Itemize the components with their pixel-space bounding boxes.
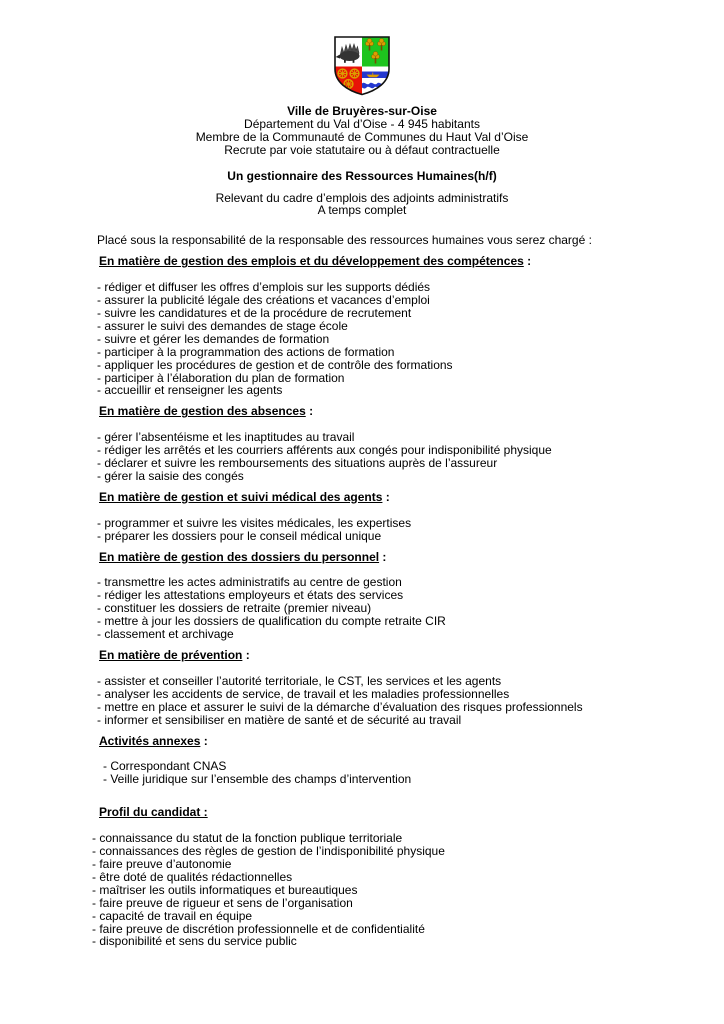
list-item: - suivre les candidatures et de la procédure de recrutement	[97, 305, 412, 320]
section-heading-label: En matière de gestion des emplois et du développement des compétences	[99, 254, 524, 269]
list-item: - participer à l’élaboration du plan de formation	[97, 370, 345, 385]
list-item: - faire preuve de discrétion professionnelle et de confidentialité	[92, 921, 425, 936]
section-profil-candidat	[92, 805, 684, 949]
list-item: - rédiger les attestations employeurs et états des services	[97, 588, 404, 603]
section-heading-label: En matière de gestion des dossiers du personnel	[99, 549, 380, 564]
intro-paragraph: Placé sous la responsabilité de la responsable des ressources humaines vous serez chargé :	[97, 233, 592, 248]
section-activites-annexes	[97, 735, 684, 787]
list-item: - rédiger les arrêtés et les courriers afférents aux congés pour indisponibilité physique	[97, 443, 552, 458]
coat-of-arms-icon	[330, 35, 394, 97]
section-heading-colon: :	[379, 549, 387, 564]
task-list	[92, 832, 684, 948]
list-item: - assurer le suivi des demandes de stage école	[97, 318, 348, 333]
list-item: - déclarer et suivre les remboursements des situations auprès de l’assureur	[97, 456, 498, 471]
list-item: - disponibilité et sens du service public	[92, 934, 297, 949]
section-dossiers-personnel	[97, 551, 684, 641]
list-item: - constituer les dossiers de retraite (premier niveau)	[97, 601, 372, 616]
section-heading	[99, 649, 684, 662]
section-heading-colon: :	[382, 489, 390, 504]
list-item: - gérer la saisie des congés	[97, 468, 244, 483]
section-heading-label: En matière de gestion des absences	[99, 404, 306, 419]
list-item: - informer et sensibiliser en matière de santé et de sécurité au travail	[97, 712, 462, 727]
list-item: - transmettre les actes administratifs au centre de gestion	[97, 575, 402, 590]
section-suivi-medical	[97, 491, 684, 543]
section-heading-colon: :	[305, 404, 314, 419]
job-grade-line: Relevant du cadre d’emplois des adjoints administratifs	[215, 190, 509, 205]
list-item: - être doté de qualités rédactionnelles	[92, 869, 293, 884]
task-list	[97, 281, 684, 397]
document-body	[0, 234, 724, 948]
task-list	[97, 576, 684, 641]
list-item: - préparer les dossiers pour le conseil médical unique	[97, 528, 382, 543]
list-item: - mettre en place et assurer le suivi de la démarche d’évaluation des risques professionnels	[97, 699, 583, 714]
list-item: - gérer l’absentéisme et les inaptitudes au travail	[97, 430, 355, 445]
task-list	[97, 675, 684, 727]
task-list	[97, 517, 684, 543]
section-heading-colon: :	[200, 733, 208, 748]
list-item: - analyser les accidents de service, de travail et les maladies professionnelles	[97, 686, 510, 701]
job-title: Un gestionnaire des Ressources Humaines(h/f)	[227, 168, 497, 183]
section-heading	[99, 491, 684, 504]
list-item: - Veille juridique sur l’ensemble des champs d’intervention	[103, 772, 412, 787]
list-item: - participer à la programmation des actions de formation	[97, 344, 395, 359]
section-heading-label: En matière de gestion et suivi médical des agents	[99, 489, 383, 504]
document-header	[0, 105, 724, 217]
section-heading-label: Activités annexes	[99, 733, 201, 748]
community-line: Membre de la Communauté de Communes du Haut Val d’Oise	[195, 129, 529, 144]
section-gestion-emplois-competences	[97, 255, 684, 397]
list-item: - Correspondant CNAS	[103, 759, 227, 774]
section-heading	[99, 405, 684, 418]
task-list	[103, 760, 684, 786]
city-name: Ville de Bruyères-sur-Oise	[287, 104, 437, 118]
list-item: - maîtriser les outils informatiques et bureautiques	[92, 882, 358, 897]
list-item: - assurer la publicité légale des créations et vacances d’emploi	[97, 293, 430, 308]
list-item: - rédiger et diffuser les offres d’emplois sur les supports dédiés	[97, 280, 431, 295]
list-item: - assister et conseiller l’autorité territoriale, le CST, les services et les agents	[97, 673, 502, 688]
list-item: - connaissance du statut de la fonction publique territoriale	[92, 831, 403, 846]
job-time-line: A temps complet	[317, 203, 407, 218]
list-item: - suivre et gérer les demandes de formation	[97, 331, 330, 346]
list-item: - faire preuve d’autonomie	[92, 856, 232, 871]
list-item: - accueillir et renseigner les agents	[97, 383, 283, 398]
section-heading-label: Profil du candidat :	[99, 805, 208, 820]
task-list	[97, 431, 684, 483]
department-line: Département du Val d’Oise - 4 945 habitants	[244, 116, 480, 131]
section-heading-label: En matière de prévention	[99, 648, 243, 662]
section-gestion-absences	[97, 405, 684, 483]
list-item: - mettre à jour les dossiers de qualification du compte retraite CIR	[97, 614, 446, 629]
list-item: - connaissances des règles de gestion de l’indisponibilité physique	[92, 844, 445, 859]
section-heading	[99, 735, 684, 748]
section-heading	[99, 806, 684, 819]
section-heading	[99, 255, 684, 268]
section-heading-colon: :	[242, 648, 250, 662]
list-item: - capacité de travail en équipe	[92, 908, 253, 923]
list-item: - programmer et suivre les visites médicales, les expertises	[97, 515, 412, 530]
list-item: - classement et archivage	[97, 627, 234, 642]
recruitment-line: Recrute par voie statutaire ou à défaut contractuelle	[224, 142, 500, 157]
section-heading-colon: :	[523, 254, 532, 269]
list-item: - faire preuve de rigueur et sens de l’organisation	[92, 895, 353, 910]
list-item: - appliquer les procédures de gestion et de contrôle des formations	[97, 357, 453, 372]
section-prevention	[97, 649, 684, 727]
section-heading	[99, 551, 684, 564]
